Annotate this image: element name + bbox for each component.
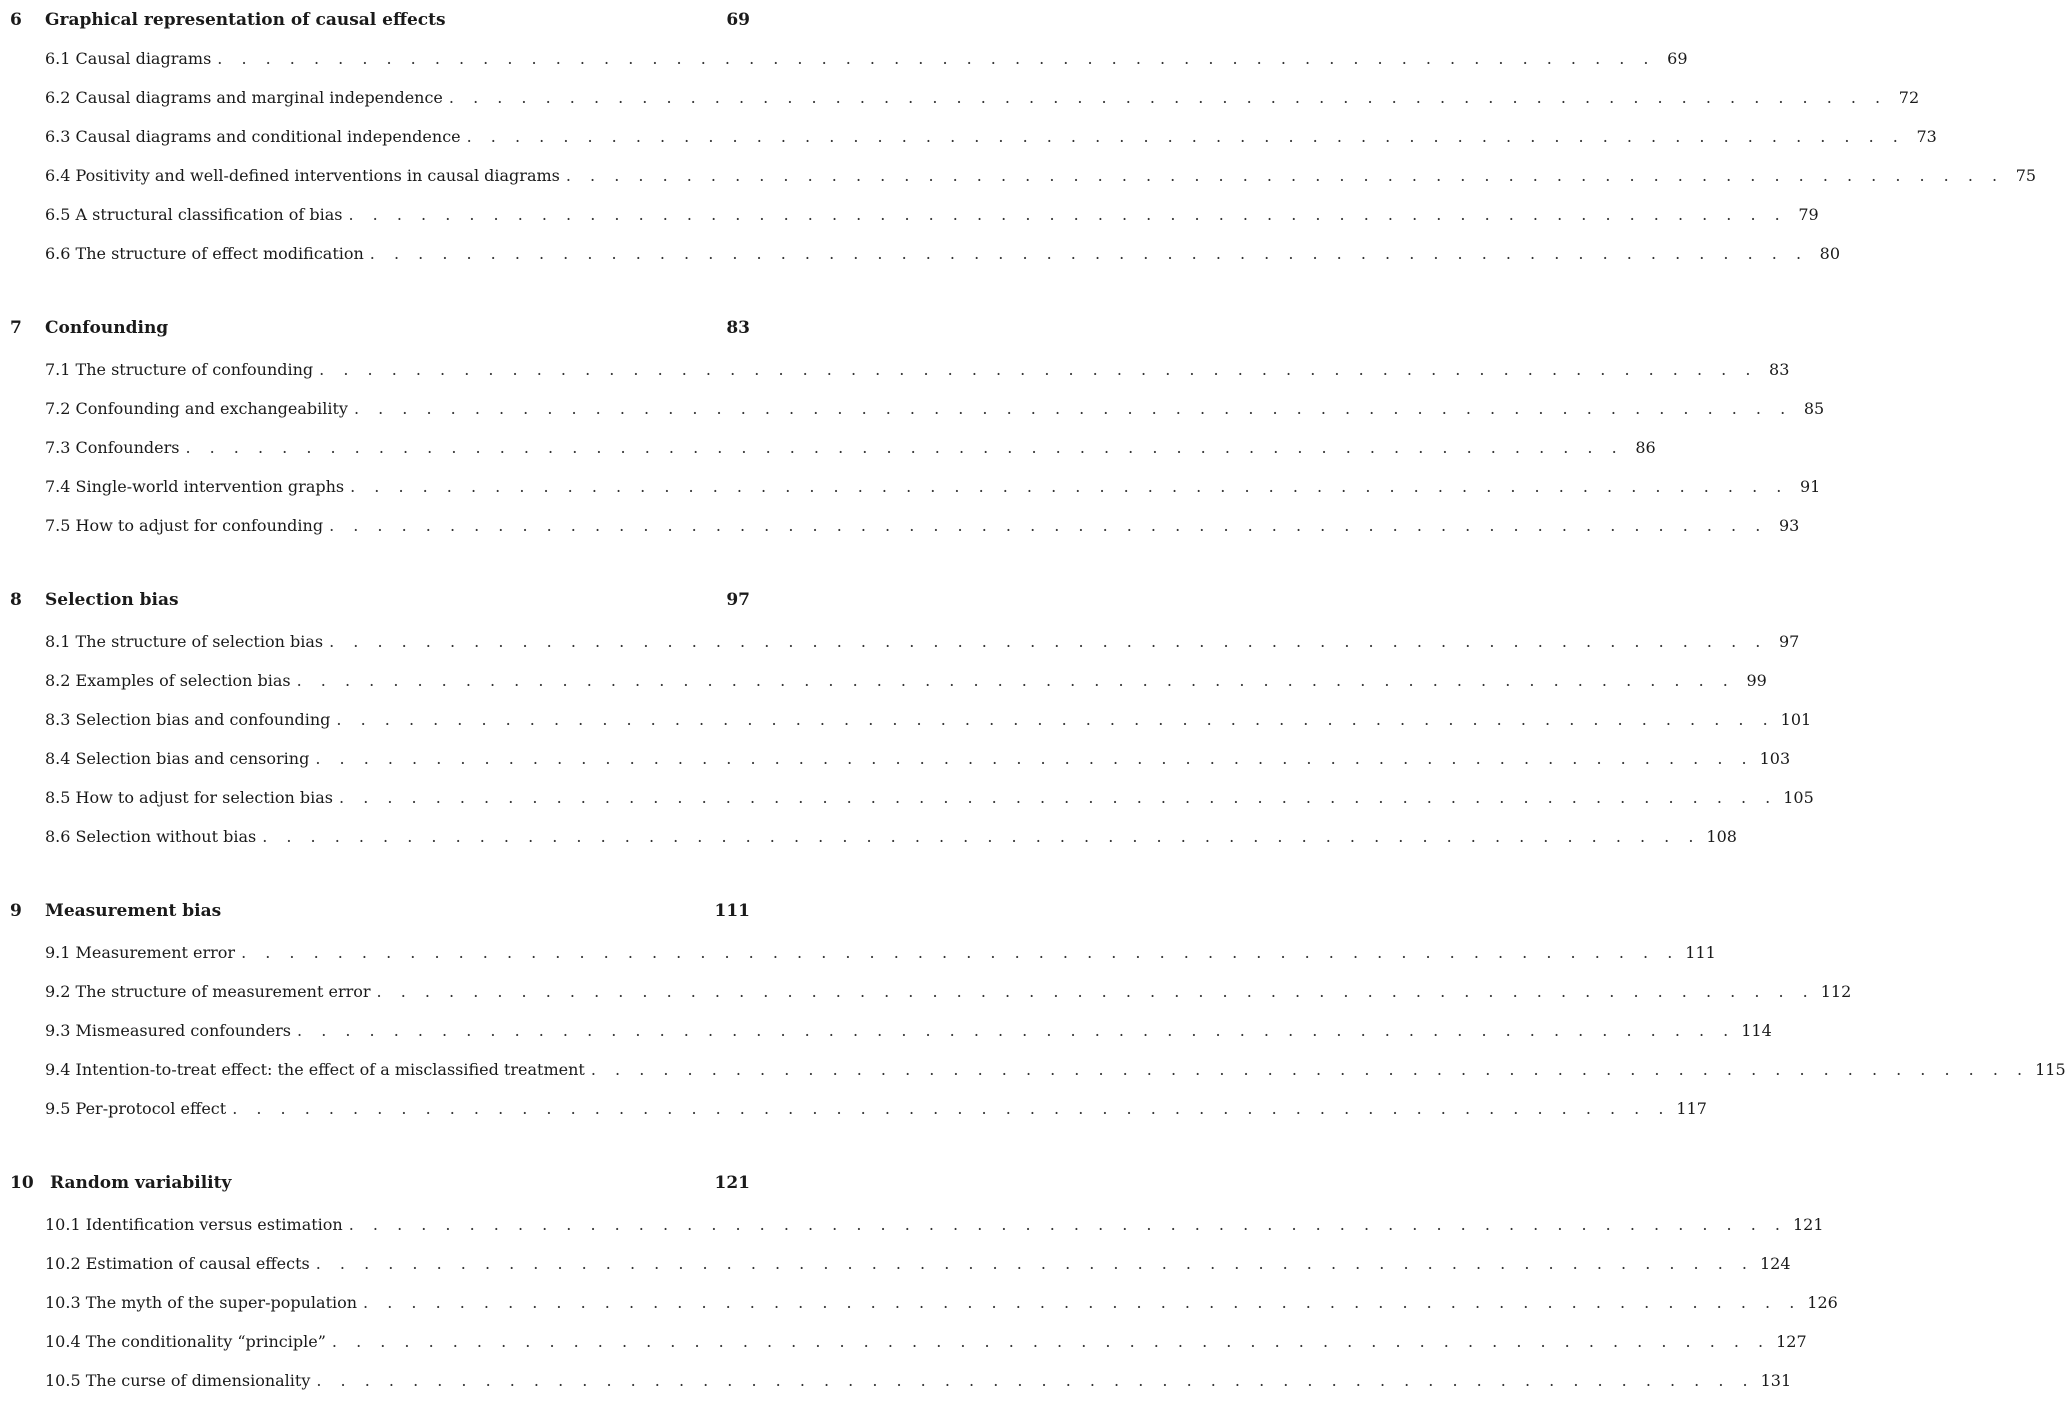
chapter-title: Random variability xyxy=(50,1173,232,1193)
toc-entry[interactable] xyxy=(45,357,1790,383)
entry-page: 127 xyxy=(1776,1332,1807,1351)
entry-label: 10.2 Estimation of causal effects xyxy=(45,1254,310,1273)
dot-leader: . . . . . . . . . . . . . . . . . . . . . . . . . . . . . . . . . . . . . . . . . . . . . . . . . . . . . . . . . . . . xyxy=(448,88,1888,107)
entry-label: 6.3 Causal diagrams and conditional independence xyxy=(45,127,461,146)
dot-leader: . . . . . . . . . . . . . . . . . . . . . . . . . . . . . . . . . . . . . . . . . . . . . . . . . . . . . . . . . . . . xyxy=(329,516,1768,535)
chapter-number: 6 xyxy=(10,10,22,30)
chapter-page: 121 xyxy=(714,1173,750,1193)
entry-page: 112 xyxy=(1820,982,1852,1001)
chapter-heading[interactable] xyxy=(10,1169,750,1197)
dot-leader: . . . . . . . . . . . . . . . . . . . . . . . . . . . . . . . . . . . . . . . . . . . . . . . . . . . . . . . . . . . . xyxy=(339,788,1778,807)
entry-label: 10.1 Identification versus estimation xyxy=(45,1215,343,1234)
toc-entry[interactable] xyxy=(45,1251,1791,1277)
toc-entry[interactable] xyxy=(45,1096,1707,1122)
chapter-page: 111 xyxy=(714,901,750,921)
chapter-page: 83 xyxy=(726,318,750,338)
entry-page: 99 xyxy=(1746,671,1767,690)
entry-label: 7.5 How to adjust for confounding xyxy=(45,516,324,535)
dot-leader: . . . . . . . . . . . . . . . . . . . . . . . . . . . . . . . . . . . . . . . . . . . . . . . . . . . . . . . . . . . . xyxy=(590,1060,2030,1079)
entry-page: 111 xyxy=(1685,943,1716,962)
dot-leader: . . . . . . . . . . . . . . . . . . . . . . . . . . . . . . . . . . . . . . . . . . . . . . . . . . . . . . . . . . . . xyxy=(297,1021,1736,1040)
entry-label: 8.6 Selection without bias xyxy=(45,827,257,846)
dot-leader: . . . . . . . . . . . . . . . . . . . . . . . . . . . . . . . . . . . . . . . . . . . . . . . . . . . . . . . . . . . . xyxy=(369,244,1809,263)
entry-label: 6.1 Causal diagrams xyxy=(45,49,212,68)
entry-label: 7.3 Confounders xyxy=(45,438,180,457)
toc-entry[interactable] xyxy=(45,124,1937,150)
chapter-page: 69 xyxy=(726,10,750,30)
entry-label: 9.3 Mismeasured confounders xyxy=(45,1021,292,1040)
dot-leader: . . . . . . . . . . . . . . . . . . . . . . . . . . . . . . . . . . . . . . . . . . . . . . . . . . . . . . . . . . . . xyxy=(316,1371,1755,1390)
dot-leader: . . . . . . . . . . . . . . . . . . . . . . . . . . . . . . . . . . . . . . . . . . . . . . . . . . . . . . . . . . . . xyxy=(232,1099,1671,1118)
toc-entry[interactable] xyxy=(45,513,1800,539)
entry-page: 69 xyxy=(1667,49,1688,68)
dot-leader: . . . . . . . . . . . . . . . . . . . . . . . . . . . . . . . . . . . . . . . . . . . . . . . . . . . . . . . . . . . . xyxy=(315,749,1754,768)
dot-leader: . . . . . . . . . . . . . . . . . . . . . . . . . . . . . . . . . . . . . . . . . . . . . . . . . . . . . . . . . . . . xyxy=(336,710,1775,729)
toc-entry[interactable] xyxy=(45,1057,2066,1083)
dot-leader: . . . . . . . . . . . . . . . . . . . . . . . . . . . . . . . . . . . . . . . . . . . . . . . . . . . . . . . . . . . . xyxy=(185,438,1624,457)
entry-page: 115 xyxy=(2035,1060,2066,1079)
toc-entry[interactable] xyxy=(45,785,1814,811)
dot-leader: . . . . . . . . . . . . . . . . . . . . . . . . . . . . . . . . . . . . . . . . . . . . . . . . . . . . . . . . . . . . xyxy=(348,1215,1787,1234)
entry-page: 131 xyxy=(1760,1371,1792,1390)
dot-leader: . . . . . . . . . . . . . . . . . . . . . . . . . . . . . . . . . . . . . . . . . . . . . . . . . . . . . . . . . . . . xyxy=(329,632,1768,651)
toc-entry[interactable] xyxy=(45,707,1812,733)
chapter-title: Graphical representation of causal effects xyxy=(45,10,446,30)
dot-leader: . . . . . . . . . . . . . . . . . . . . . . . . . . . . . . . . . . . . . . . . . . . . . . . . . . . . . . . . . . . . xyxy=(296,671,1735,690)
chapter-page: 97 xyxy=(726,590,750,610)
dot-leader: . . . . . . . . . . . . . . . . . . . . . . . . . . . . . . . . . . . . . . . . . . . . . . . . . . . . . . . . . . . . xyxy=(262,827,1701,846)
toc-entry[interactable] xyxy=(45,1290,1838,1316)
entry-page: 72 xyxy=(1898,88,1920,107)
dot-leader: . . . . . . . . . . . . . . . . . . . . . . . . . . . . . . . . . . . . . . . . . . . . . . . . . . . . . . . . . . . . xyxy=(315,1254,1754,1273)
entry-page: 73 xyxy=(1916,127,1937,146)
entry-label: 7.1 The structure of confounding xyxy=(45,360,314,379)
entry-page: 108 xyxy=(1706,827,1737,846)
entry-page: 101 xyxy=(1780,710,1812,729)
toc-entry[interactable] xyxy=(45,435,1656,461)
entry-label: 8.4 Selection bias and censoring xyxy=(45,749,310,768)
chapter-number: 9 xyxy=(10,901,22,921)
entry-label: 8.2 Examples of selection bias xyxy=(45,671,291,690)
entry-page: 75 xyxy=(2015,166,2037,185)
entry-label: 10.4 The conditionality “principle” xyxy=(45,1332,326,1351)
entry-label: 8.1 The structure of selection bias xyxy=(45,632,324,651)
dot-leader: . . . . . . . . . . . . . . . . . . . . . . . . . . . . . . . . . . . . . . . . . . . . . . . . . . . . . . . . . . . . xyxy=(466,127,1905,146)
entry-label: 6.2 Causal diagrams and marginal independence xyxy=(45,88,443,107)
chapter-title: Confounding xyxy=(45,318,169,338)
dot-leader: . . . . . . . . . . . . . . . . . . . . . . . . . . . . . . . . . . . . . . . . . . . . . . . . . . . . . . . . . . . . xyxy=(217,49,1656,68)
chapter-heading[interactable] xyxy=(10,314,750,342)
chapter-heading[interactable] xyxy=(10,6,750,34)
entry-page: 79 xyxy=(1798,205,1819,224)
chapter-title: Selection bias xyxy=(45,590,179,610)
entry-label: 9.1 Measurement error xyxy=(45,943,236,962)
dot-leader: . . . . . . . . . . . . . . . . . . . . . . . . . . . . . . . . . . . . . . . . . . . . . . . . . . . . . . . . . . . . xyxy=(376,982,1815,1001)
entry-page: 103 xyxy=(1759,749,1791,768)
entry-label: 8.5 How to adjust for selection bias xyxy=(45,788,334,807)
entry-label: 6.6 The structure of effect modification xyxy=(45,244,364,263)
dot-leader: . . . . . . . . . . . . . . . . . . . . . . . . . . . . . . . . . . . . . . . . . . . . . . . . . . . . . . . . . . . . xyxy=(319,360,1758,379)
entry-label: 9.2 The structure of measurement error xyxy=(45,982,371,1001)
chapter-heading[interactable] xyxy=(10,586,750,614)
chapter-number: 10 xyxy=(10,1173,34,1193)
entry-page: 83 xyxy=(1769,360,1790,379)
entry-page: 121 xyxy=(1792,1215,1824,1234)
toc-entry[interactable] xyxy=(45,474,1821,500)
entry-label: 10.3 The myth of the super-population xyxy=(45,1293,358,1312)
entry-label: 10.5 The curse of dimensionality xyxy=(45,1371,311,1390)
chapter-heading[interactable] xyxy=(10,897,750,925)
toc-entry[interactable] xyxy=(45,629,1800,655)
toc-entry[interactable] xyxy=(45,746,1791,772)
toc-entry[interactable] xyxy=(45,979,1852,1005)
chapter-number: 7 xyxy=(10,318,22,338)
dot-leader: . . . . . . . . . . . . . . . . . . . . . . . . . . . . . . . . . . . . . . . . . . . . . . . . . . . . . . . . . . . . xyxy=(363,1293,1802,1312)
entry-label: 6.4 Positivity and well-defined interventions in causal diagrams xyxy=(45,166,560,185)
dot-leader: . . . . . . . . . . . . . . . . . . . . . . . . . . . . . . . . . . . . . . . . . . . . . . . . . . . . . . . . . . . . xyxy=(565,166,2005,185)
entry-page: 85 xyxy=(1803,399,1825,418)
entry-label: 9.5 Per-protocol effect xyxy=(45,1099,227,1118)
entry-label: 6.5 A structural classification of bias xyxy=(45,205,343,224)
toc-entry[interactable] xyxy=(45,1368,1792,1394)
dot-leader: . . . . . . . . . . . . . . . . . . . . . . . . . . . . . . . . . . . . . . . . . . . . . . . . . . . . . . . . . . . . xyxy=(241,943,1680,962)
toc-entry[interactable] xyxy=(45,1018,1772,1044)
entry-label: 7.2 Confounding and exchangeability xyxy=(45,399,348,418)
entry-page: 105 xyxy=(1783,788,1814,807)
toc-entry[interactable] xyxy=(45,1212,1824,1238)
dot-leader: . . . . . . . . . . . . . . . . . . . . . . . . . . . . . . . . . . . . . . . . . . . . . . . . . . . . . . . . . . . . xyxy=(348,205,1787,224)
toc-entry[interactable] xyxy=(45,85,1920,111)
chapter-title: Measurement bias xyxy=(45,901,222,921)
entry-label: 8.3 Selection bias and confounding xyxy=(45,710,331,729)
dot-leader: . . . . . . . . . . . . . . . . . . . . . . . . . . . . . . . . . . . . . . . . . . . . . . . . . . . . . . . . . . . . xyxy=(331,1332,1771,1351)
chapter-number: 8 xyxy=(10,590,22,610)
toc-entry[interactable] xyxy=(45,668,1767,694)
entry-page: 91 xyxy=(1799,477,1821,496)
entry-page: 117 xyxy=(1676,1099,1707,1118)
toc-entry[interactable] xyxy=(45,163,2037,189)
toc-entry[interactable] xyxy=(45,824,1737,850)
entry-page: 93 xyxy=(1778,516,1800,535)
dot-leader: . . . . . . . . . . . . . . . . . . . . . . . . . . . . . . . . . . . . . . . . . . . . . . . . . . . . . . . . . . . . xyxy=(350,477,1789,496)
entry-page: 126 xyxy=(1807,1293,1838,1312)
toc-entry[interactable] xyxy=(45,46,1688,72)
toc-entry[interactable] xyxy=(45,940,1716,966)
entry-page: 97 xyxy=(1778,632,1800,651)
entry-page: 86 xyxy=(1635,438,1656,457)
entry-label: 9.4 Intention-to-treat effect: the effect of a misclassified treatment xyxy=(45,1060,585,1079)
toc-entry[interactable] xyxy=(45,241,1841,267)
toc-entry[interactable] xyxy=(45,1329,1807,1355)
dot-leader: . . . . . . . . . . . . . . . . . . . . . . . . . . . . . . . . . . . . . . . . . . . . . . . . . . . . . . . . . . . . xyxy=(353,399,1793,418)
entry-page: 114 xyxy=(1741,1021,1772,1040)
entry-page: 124 xyxy=(1759,1254,1791,1273)
entry-page: 80 xyxy=(1819,244,1841,263)
toc-entry[interactable] xyxy=(45,202,1819,228)
entry-label: 7.4 Single-world intervention graphs xyxy=(45,477,345,496)
toc-entry[interactable] xyxy=(45,396,1825,422)
